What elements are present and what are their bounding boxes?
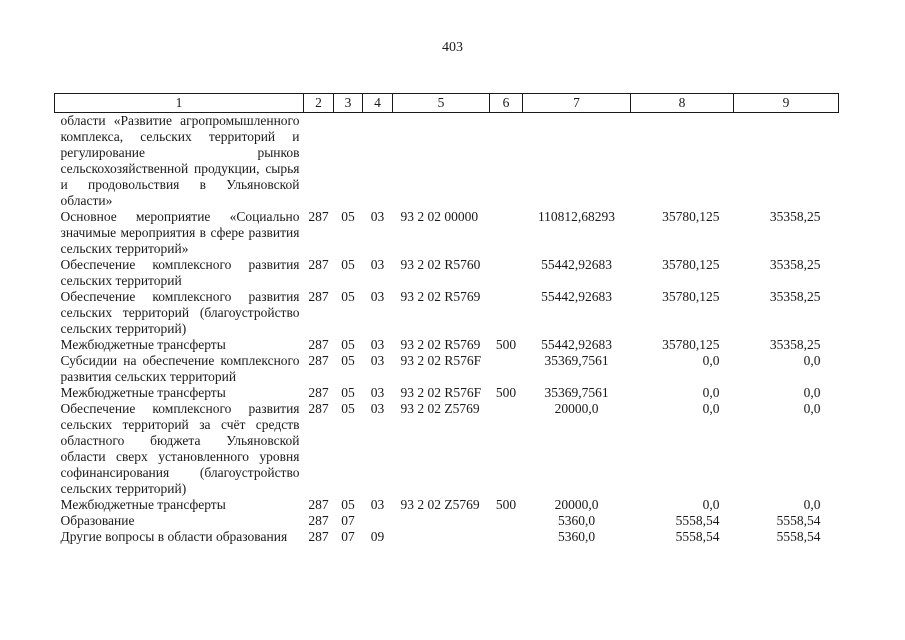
table-row bbox=[55, 529, 839, 545]
row-col8: 35780,125 bbox=[662, 257, 720, 272]
row-col3 bbox=[334, 113, 363, 210]
row-name: Основное мероприятие «Социально значимые мероприятия в сфере развития сельских территорий» bbox=[60, 209, 300, 256]
row-col4: 03 bbox=[370, 497, 385, 512]
row-col5 bbox=[393, 113, 490, 210]
row-col2 bbox=[304, 113, 334, 210]
row-col7: 55442,92683 bbox=[541, 289, 612, 304]
table-row bbox=[55, 513, 839, 529]
row-col3: 05 bbox=[341, 401, 355, 416]
table-row bbox=[55, 401, 839, 497]
row-col6 bbox=[490, 353, 523, 385]
row-col5: 93 2 02 Z5769 bbox=[400, 497, 480, 512]
row-name: Обеспечение комплексного развития сельских территорий bbox=[60, 257, 300, 288]
row-col7 bbox=[523, 113, 631, 210]
row-name: Обеспечение комплексного развития сельских территорий (благоустройство сельских территорий) bbox=[60, 289, 300, 336]
row-col6: 500 bbox=[495, 497, 517, 512]
header-cell-2: 2 bbox=[304, 94, 334, 113]
table-row bbox=[55, 289, 839, 337]
row-col5 bbox=[393, 529, 490, 545]
row-col8: 0,0 bbox=[702, 497, 720, 512]
row-col2: 287 bbox=[308, 513, 329, 528]
row-col5: 93 2 02 R5769 bbox=[400, 289, 481, 304]
row-col2: 287 bbox=[308, 257, 329, 272]
row-col4: 03 bbox=[370, 337, 385, 352]
row-name: области «Развитие агропромышленного комплекса, сельских территорий и регулирование рынков сельскохозяйственной продукции, сырья и продовольствия в Ульяновской области» bbox=[60, 113, 300, 208]
row-col4: 03 bbox=[370, 289, 385, 304]
row-col9: 0,0 bbox=[803, 401, 821, 416]
row-col9: 35358,25 bbox=[769, 289, 821, 304]
row-col3: 05 bbox=[341, 337, 355, 352]
table-header bbox=[55, 94, 839, 113]
header-cell-4: 4 bbox=[363, 94, 393, 113]
row-col6 bbox=[490, 257, 523, 289]
table-row bbox=[55, 497, 839, 513]
table-body bbox=[55, 113, 839, 546]
row-col9: 0,0 bbox=[803, 353, 821, 368]
row-col6 bbox=[490, 513, 523, 529]
row-col4: 03 bbox=[370, 353, 385, 368]
row-col8: 5558,54 bbox=[675, 529, 720, 544]
row-name: Образование bbox=[60, 513, 135, 528]
row-name: Другие вопросы в области образования bbox=[60, 529, 288, 544]
row-col3: 05 bbox=[341, 497, 355, 512]
row-col6 bbox=[490, 529, 523, 545]
row-col9: 0,0 bbox=[803, 385, 821, 400]
row-col7: 35369,7561 bbox=[544, 353, 609, 368]
row-col3: 07 bbox=[341, 513, 355, 528]
header-cell-5: 5 bbox=[393, 94, 490, 113]
row-col2: 287 bbox=[308, 209, 329, 224]
row-col4: 03 bbox=[370, 209, 385, 224]
row-col3: 05 bbox=[341, 385, 355, 400]
row-col2: 287 bbox=[308, 497, 329, 512]
table-row bbox=[55, 353, 839, 385]
row-col9 bbox=[734, 113, 839, 210]
row-col5: 93 2 02 R5760 bbox=[400, 257, 481, 272]
row-col9: 5558,54 bbox=[776, 513, 821, 528]
row-col4 bbox=[363, 113, 393, 210]
row-col7: 35369,7561 bbox=[544, 385, 609, 400]
row-col7: 55442,92683 bbox=[541, 257, 612, 272]
row-col3: 05 bbox=[341, 353, 355, 368]
row-col7: 5360,0 bbox=[557, 529, 596, 544]
row-col2: 287 bbox=[308, 529, 329, 544]
row-col4: 03 bbox=[370, 401, 385, 416]
row-col9: 35358,25 bbox=[769, 209, 821, 224]
table-row bbox=[55, 257, 839, 289]
row-col5: 93 2 02 R576F bbox=[400, 353, 482, 368]
row-col4: 09 bbox=[370, 529, 385, 544]
row-col6 bbox=[490, 289, 523, 337]
row-col6 bbox=[490, 209, 523, 257]
header-cell-9: 9 bbox=[734, 94, 839, 113]
row-col8: 35780,125 bbox=[662, 289, 720, 304]
row-col8: 35780,125 bbox=[662, 337, 720, 352]
row-col6 bbox=[490, 401, 523, 497]
header-cell-3: 3 bbox=[334, 94, 363, 113]
header-cell-1: 1 bbox=[55, 94, 304, 113]
row-col9: 5558,54 bbox=[776, 529, 821, 544]
row-col6: 500 bbox=[495, 337, 517, 352]
row-col3: 07 bbox=[341, 529, 355, 544]
row-col8: 0,0 bbox=[702, 385, 720, 400]
table-row bbox=[55, 113, 839, 210]
row-col2: 287 bbox=[308, 289, 329, 304]
page-number: 403 bbox=[442, 40, 463, 55]
row-col4: 03 bbox=[370, 257, 385, 272]
row-col4 bbox=[363, 513, 393, 529]
table-row bbox=[55, 337, 839, 353]
row-col7: 55442,92683 bbox=[541, 337, 612, 352]
row-name: Межбюджетные трансферты bbox=[60, 497, 226, 512]
header-cell-6: 6 bbox=[490, 94, 523, 113]
row-col8: 5558,54 bbox=[675, 513, 720, 528]
row-col9: 35358,25 bbox=[769, 337, 821, 352]
row-col2: 287 bbox=[308, 385, 329, 400]
row-name: Обеспечение комплексного развития сельских территорий за счёт средств областного бюджета Ульяновской области сверх установленного уровня софинансирования (благоустройство сельских территорий) bbox=[60, 401, 300, 496]
row-col9: 0,0 bbox=[803, 497, 821, 512]
row-col7: 5360,0 bbox=[557, 513, 596, 528]
row-name: Субсидии на обеспечение комплексного развития сельских территорий bbox=[60, 353, 300, 384]
row-col8: 0,0 bbox=[702, 401, 720, 416]
row-col7: 20000,0 bbox=[554, 497, 599, 512]
row-name: Межбюджетные трансферты bbox=[60, 385, 226, 400]
row-name: Межбюджетные трансферты bbox=[60, 337, 226, 352]
budget-table bbox=[54, 93, 839, 545]
table-row bbox=[55, 209, 839, 257]
row-col5 bbox=[393, 513, 490, 529]
row-col8: 35780,125 bbox=[662, 209, 720, 224]
table-row bbox=[55, 385, 839, 401]
row-col6 bbox=[490, 113, 523, 210]
row-col3: 05 bbox=[341, 289, 355, 304]
row-col5: 93 2 02 R576F bbox=[400, 385, 482, 400]
row-col2: 287 bbox=[308, 353, 329, 368]
header-cell-7: 7 bbox=[523, 94, 631, 113]
row-col3: 05 bbox=[341, 257, 355, 272]
header-cell-8: 8 bbox=[631, 94, 734, 113]
header-row bbox=[55, 94, 839, 113]
row-col5: 93 2 02 Z5769 bbox=[400, 401, 480, 416]
row-col3: 05 bbox=[341, 209, 355, 224]
row-col7: 20000,0 bbox=[554, 401, 599, 416]
row-col7: 110812,68293 bbox=[537, 209, 616, 224]
row-col5: 93 2 02 00000 bbox=[400, 209, 479, 224]
row-col4: 03 bbox=[370, 385, 385, 400]
row-col8: 0,0 bbox=[702, 353, 720, 368]
row-col2: 287 bbox=[308, 337, 329, 352]
row-col8 bbox=[631, 113, 734, 210]
row-col6: 500 bbox=[495, 385, 517, 400]
row-col9: 35358,25 bbox=[769, 257, 821, 272]
row-col5: 93 2 02 R5769 bbox=[400, 337, 481, 352]
row-col2: 287 bbox=[308, 401, 329, 416]
